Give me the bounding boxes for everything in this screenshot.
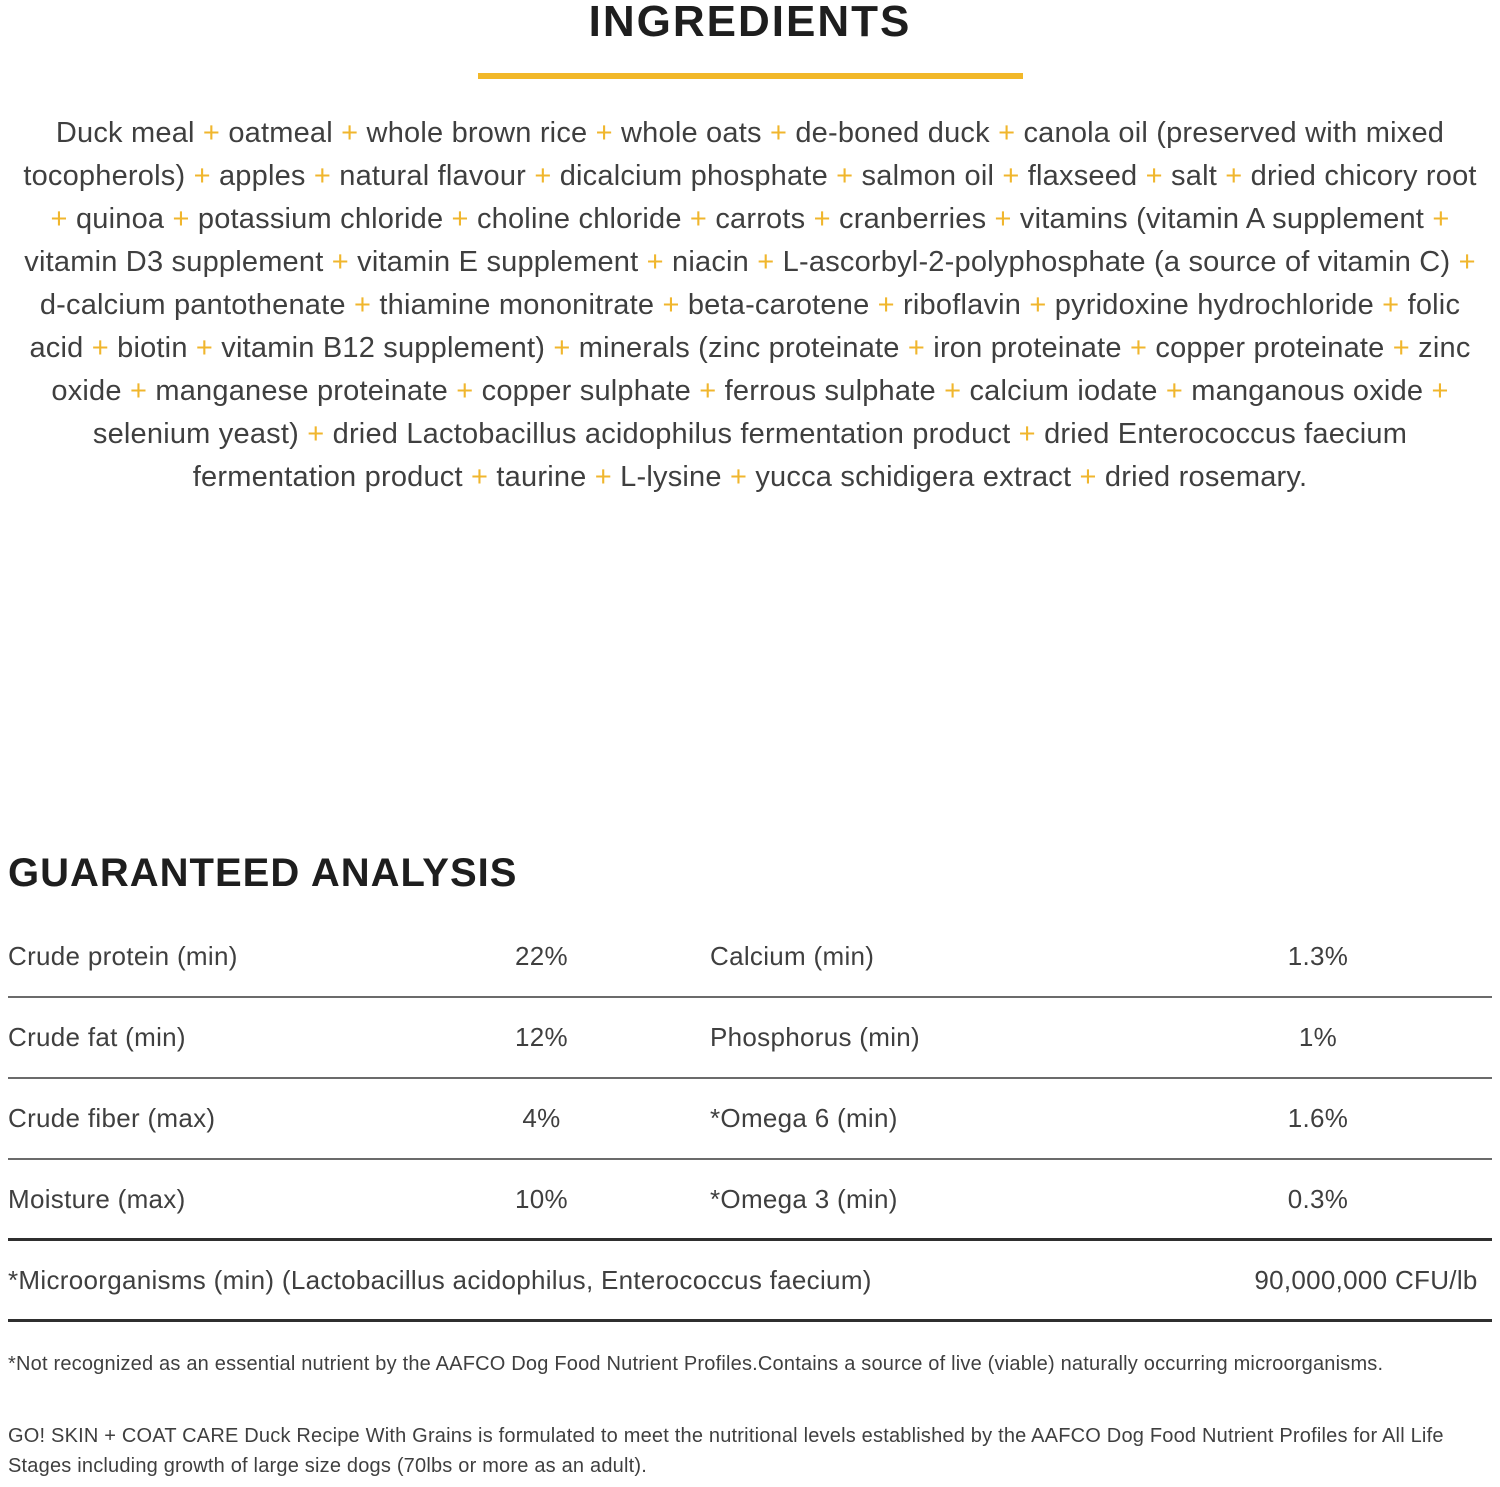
plus-separator: +	[907, 332, 926, 364]
plus-separator: +	[50, 203, 68, 235]
nutrient-label-right: Phosphorus (min)	[710, 1022, 920, 1052]
plus-separator: +	[456, 375, 474, 407]
plus-separator: +	[1432, 203, 1450, 235]
nutrient-label-left: Crude fat (min)	[8, 1022, 186, 1052]
plus-separator: +	[1458, 246, 1476, 278]
analysis-row	[8, 1160, 1492, 1241]
plus-separator: +	[1145, 160, 1163, 192]
nutrient-value-right: 1%	[1298, 1022, 1338, 1052]
plus-separator: +	[1129, 332, 1148, 364]
plus-separator: +	[195, 332, 214, 364]
plus-separator: +	[1392, 332, 1410, 364]
plus-separator: +	[471, 461, 489, 493]
plus-separator: +	[769, 117, 788, 149]
plus-separator: +	[451, 203, 469, 235]
plus-separator: +	[1079, 461, 1097, 493]
plus-separator: +	[1002, 160, 1020, 192]
plus-separator: +	[662, 289, 680, 321]
plus-separator: +	[1382, 289, 1400, 321]
plus-separator: +	[1018, 418, 1036, 450]
nutrient-label-left: Moisture (max)	[8, 1183, 186, 1214]
microorganisms-row	[8, 1241, 1492, 1322]
plus-separator: +	[331, 246, 349, 278]
plus-separator: +	[193, 160, 211, 192]
plus-separator: +	[172, 203, 190, 235]
plus-separator: +	[307, 418, 325, 450]
plus-separator: +	[944, 375, 962, 407]
plus-separator: +	[689, 203, 708, 235]
guaranteed-analysis-table	[0, 917, 1500, 1322]
plus-separator: +	[353, 289, 372, 321]
plus-separator: +	[594, 461, 612, 493]
nutrient-value-left: 12%	[515, 1022, 568, 1052]
nutrient-label-right: *Omega 6 (min)	[710, 1103, 898, 1133]
nutrient-value-left: 4%	[522, 1103, 561, 1133]
plus-separator: +	[91, 332, 109, 364]
plus-separator: +	[877, 289, 895, 321]
plus-separator: +	[129, 375, 148, 407]
formulation-statement: GO! SKIN + COAT CARE Duck Recipe With Grains is formulated to meet the nutritional levels established by the AAFCO Dog Food Nutrient Profiles for All Life Stages including growth of large size dogs (70lbs or more as an adult).	[8, 1425, 1444, 1477]
plus-separator: +	[646, 246, 664, 278]
ingredients-paragraph: Duck meal + oatmeal + whole brown rice + whole oats + de-boned duck + canola oil (preserved with mixed tocopherols) + apples + natural flavour + dicalcium phosphate + salmon oil + flaxseed + salt + dried chicory root + quinoa + potassium chloride + choline chloride + carrots + cranberries + vitamins (vitamin A supplement + vitamin D3 supplement + vitamin E supplement + niacin + L-ascorbyl-2-polyphosphate (a source of vitamin C) + d-calcium pantothenate + thiamine mononitrate + beta-carotene + riboflavin + pyridoxine hydrochloride + folic acid + biotin + vitamin B12 supplement) + minerals (zinc proteinate + iron proteinate + copper proteinate + zinc oxide + manganese proteinate + copper sulphate + ferrous sulphate + calcium iodate + manganous oxide + selenium yeast) + dried Lactobacillus acidophilus fermentation product + dried Enterococcus faecium fermentation product + taurine + L-lysine + yucca schidigera extract + dried rosemary.	[23, 117, 1477, 493]
plus-separator: +	[553, 332, 571, 364]
nutrient-value-left: 10%	[515, 1183, 568, 1214]
microorganisms-value: 90,000,000 CFU/lb	[1254, 1264, 1478, 1295]
title-underline-rule	[478, 73, 1023, 79]
nutrient-label-right: Calcium (min)	[710, 941, 875, 971]
nutrient-value-right: 1.3%	[1287, 941, 1349, 971]
plus-separator: +	[534, 160, 552, 192]
guaranteed-analysis-title: GUARANTEED ANALYSIS	[8, 851, 518, 895]
plus-separator: +	[757, 246, 775, 278]
aafco-footnote: *Not recognized as an essential nutrient by the AAFCO Dog Food Nutrient Profiles.Contains a source of live (viable) naturally occurring microorganisms.	[8, 1353, 1384, 1375]
plus-separator: +	[836, 160, 854, 192]
nutrient-value-right: 1.6%	[1287, 1103, 1349, 1133]
plus-separator: +	[1029, 289, 1047, 321]
plus-separator: +	[998, 117, 1016, 149]
plus-separator: +	[994, 203, 1012, 235]
plus-separator: +	[699, 375, 717, 407]
analysis-row	[8, 998, 1492, 1079]
nutrient-label-left: Crude protein (min)	[8, 941, 238, 971]
plus-separator: +	[813, 203, 831, 235]
analysis-row	[8, 917, 1492, 998]
plus-separator: +	[1225, 160, 1243, 192]
plus-separator: +	[202, 117, 221, 149]
nutrient-label-right: *Omega 3 (min)	[710, 1183, 898, 1214]
nutrient-label-left: Crude fiber (max)	[8, 1103, 216, 1133]
ingredients-header	[0, 0, 1500, 79]
plus-separator: +	[595, 117, 613, 149]
plus-separator: +	[1431, 375, 1449, 407]
microorganisms-label: *Microorganisms (min) (Lactobacillus acidophilus, Enterococcus faecium)	[8, 1264, 872, 1295]
plus-separator: +	[729, 461, 748, 493]
nutrient-value-right: 0.3%	[1287, 1183, 1349, 1214]
nutrient-value-left: 22%	[515, 941, 568, 971]
plus-separator: +	[341, 117, 359, 149]
plus-separator: +	[313, 160, 332, 192]
ingredients-title: INGREDIENTS	[588, 0, 912, 46]
analysis-row	[8, 1079, 1492, 1160]
plus-separator: +	[1165, 375, 1184, 407]
